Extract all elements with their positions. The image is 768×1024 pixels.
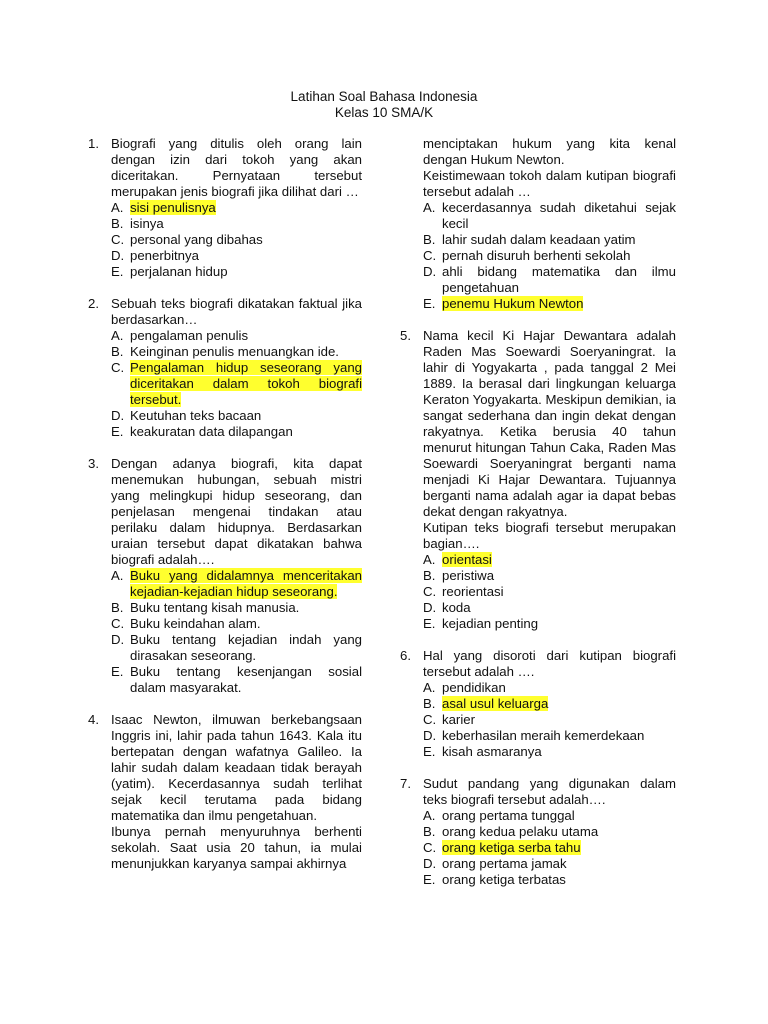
answer-option: D. orang pertama jamak — [423, 856, 567, 871]
highlighted-answer: orientasi — [442, 552, 492, 567]
answer-option: A. pendidikan — [423, 680, 506, 695]
question-number: 2. — [88, 296, 99, 311]
question-stem: Hal yang disoroti dari kutipan biografi tersebut adalah …. — [423, 648, 676, 679]
question-number: 3. — [88, 456, 99, 471]
page-title: Latihan Soal Bahasa Indonesia — [290, 89, 478, 104]
answer-option: A. orientasi — [423, 552, 492, 567]
highlighted-answer: sisi penulisnya — [130, 200, 216, 215]
question-stem: Nama kecil Ki Hajar Dewantara adalah Raden Mas Soewardi Soeryaningrat. Ia lahir di Yogyakarta , pada tanggal 2 Mei 1889. Ia berasal dari lingkungan keluarga Keraton Yogyakarta. Meskipun demikian, ia sangat sederhana dan ingin dekat dengan rakyatnya. Ketika berusia 40 tahun menurut hitungan Tahun Caka, Raden Mas Soewardi Soeryaningrat berganti nama menjadi Ki Hajar Dewantara. Tujuannya berganti nama adalah agar ia dapat bebas dekat dengan rakyatnya. Kutipan teks biografi tersebut merupakan bagian…. — [423, 328, 676, 551]
question-3 — [88, 456, 362, 696]
answer-option: C. reorientasi — [423, 584, 504, 599]
answer-option: B. lahir sudah dalam keadaan yatim — [423, 232, 636, 247]
answer-option: D. Keutuhan teks bacaan — [111, 408, 262, 423]
question-5 — [400, 328, 676, 632]
answer-option: C. karier — [423, 712, 475, 727]
answer-option: C. orang ketiga serba tahu — [423, 840, 581, 855]
question-number: 6. — [400, 648, 411, 663]
answer-option: C. Buku keindahan alam. — [111, 616, 261, 631]
question-4-continued — [400, 136, 676, 312]
answer-option: B. peristiwa — [423, 568, 495, 583]
question-stem: Isaac Newton, ilmuwan berkebangsaan Inggris ini, lahir pada tahun 1643. Kala itu bertepatan dengan wafatnya Galileo. Ia lahir sudah dalam keadaan tidak berayah (yatim). Kecerdasannya sudah terlihat sejak kecil terutama pada bidang matematika dan ilmu pengetahuan. Ibunya pernah menyuruhnya berhenti sekolah. Saat usia 20 tahun, ia mulai menunjukkan karyanya sampai akhirnya — [111, 712, 362, 871]
answer-option: C. personal yang dibahas — [111, 232, 263, 247]
answer-option: E. perjalanan hidup — [111, 264, 228, 279]
answer-option: A. orang pertama tunggal — [423, 808, 575, 823]
question-7 — [400, 776, 676, 888]
answer-option: B. asal usul keluarga — [423, 696, 549, 711]
answer-option: E. kisah asmaranya — [423, 744, 542, 759]
answer-option: E. Buku tentang kesenjangan sosial dalam masyarakat. — [111, 664, 362, 695]
question-number: 4. — [88, 712, 99, 727]
answer-option: D. penerbitnya — [111, 248, 199, 263]
highlighted-answer: Pengalaman hidup seseorang yang diceritakan dalam tokoh biografi tersebut. — [130, 360, 362, 407]
answer-option: B. isinya — [111, 216, 164, 231]
question-4 — [88, 712, 362, 872]
answer-option: A. sisi penulisnya — [111, 200, 216, 215]
answer-option: D. ahli bidang matematika dan ilmu pengetahuan — [423, 264, 676, 295]
question-number: 7. — [400, 776, 411, 791]
answer-option: D. Buku tentang kejadian indah yang dirasakan seseorang. — [111, 632, 362, 663]
highlighted-answer: Buku yang didalamnya menceritakan kejadian-kejadian hidup seseorang. — [130, 568, 362, 599]
answer-option: E. keakuratan data dilapangan — [111, 424, 293, 439]
question-stem: Dengan adanya biografi, kita dapat menemukan hubungan, sebuah mistri yang melingkupi hidup seseorang, dan penjelasan mengenai tindakan atau perilaku dalam hidupnya. Berdasarkan uraian tersebut dapat dikatakan bahwa biografi adalah…. — [111, 456, 362, 567]
highlighted-answer: asal usul keluarga — [442, 696, 549, 711]
answer-option: B. orang kedua pelaku utama — [423, 824, 599, 839]
right-column — [400, 136, 676, 904]
highlighted-answer: orang ketiga serba tahu — [442, 840, 581, 855]
answer-option: C. Pengalaman hidup seseorang yang diceritakan dalam tokoh biografi tersebut. — [111, 360, 362, 407]
answer-option: A. kecerdasannya sudah diketahui sejak kecil — [423, 200, 676, 231]
question-stem: menciptakan hukum yang kita kenal dengan Hukum Newton. Keistimewaan tokoh dalam kutipan biografi tersebut adalah … — [423, 136, 676, 199]
answer-option: D. keberhasilan meraih kemerdekaan — [423, 728, 645, 743]
highlighted-answer: penemu Hukum Newton — [442, 296, 584, 311]
answer-option: E. kejadian penting — [423, 616, 539, 631]
answer-option: C. pernah disuruh berhenti sekolah — [423, 248, 631, 263]
answer-option: B. Buku tentang kisah manusia. — [111, 600, 300, 615]
question-1 — [88, 136, 362, 280]
answer-option: E. orang ketiga terbatas — [423, 872, 566, 887]
page-subtitle: Kelas 10 SMA/K — [334, 105, 434, 120]
answer-option: A. Buku yang didalamnya menceritakan kejadian-kejadian hidup seseorang. — [111, 568, 362, 599]
question-stem: Biografi yang ditulis oleh orang lain dengan izin dari tokoh yang akan diceritakan. Pernyataan tersebut merupakan jenis biografi jika dilihat dari … — [111, 136, 362, 199]
question-stem: Sebuah teks biografi dikatakan faktual jika berdasarkan… — [111, 296, 362, 327]
question-6 — [400, 648, 676, 760]
answer-option: A. pengalaman penulis — [111, 328, 249, 343]
question-number: 1. — [88, 136, 99, 151]
answer-option: E. penemu Hukum Newton — [423, 296, 584, 311]
answer-option: B. Keinginan penulis menuangkan ide. — [111, 344, 339, 359]
left-column — [88, 136, 362, 872]
answer-option: D. koda — [423, 600, 471, 615]
question-number: 5. — [400, 328, 411, 343]
question-stem: Sudut pandang yang digunakan dalam teks biografi tersebut adalah…. — [423, 776, 676, 807]
question-2 — [88, 296, 362, 440]
